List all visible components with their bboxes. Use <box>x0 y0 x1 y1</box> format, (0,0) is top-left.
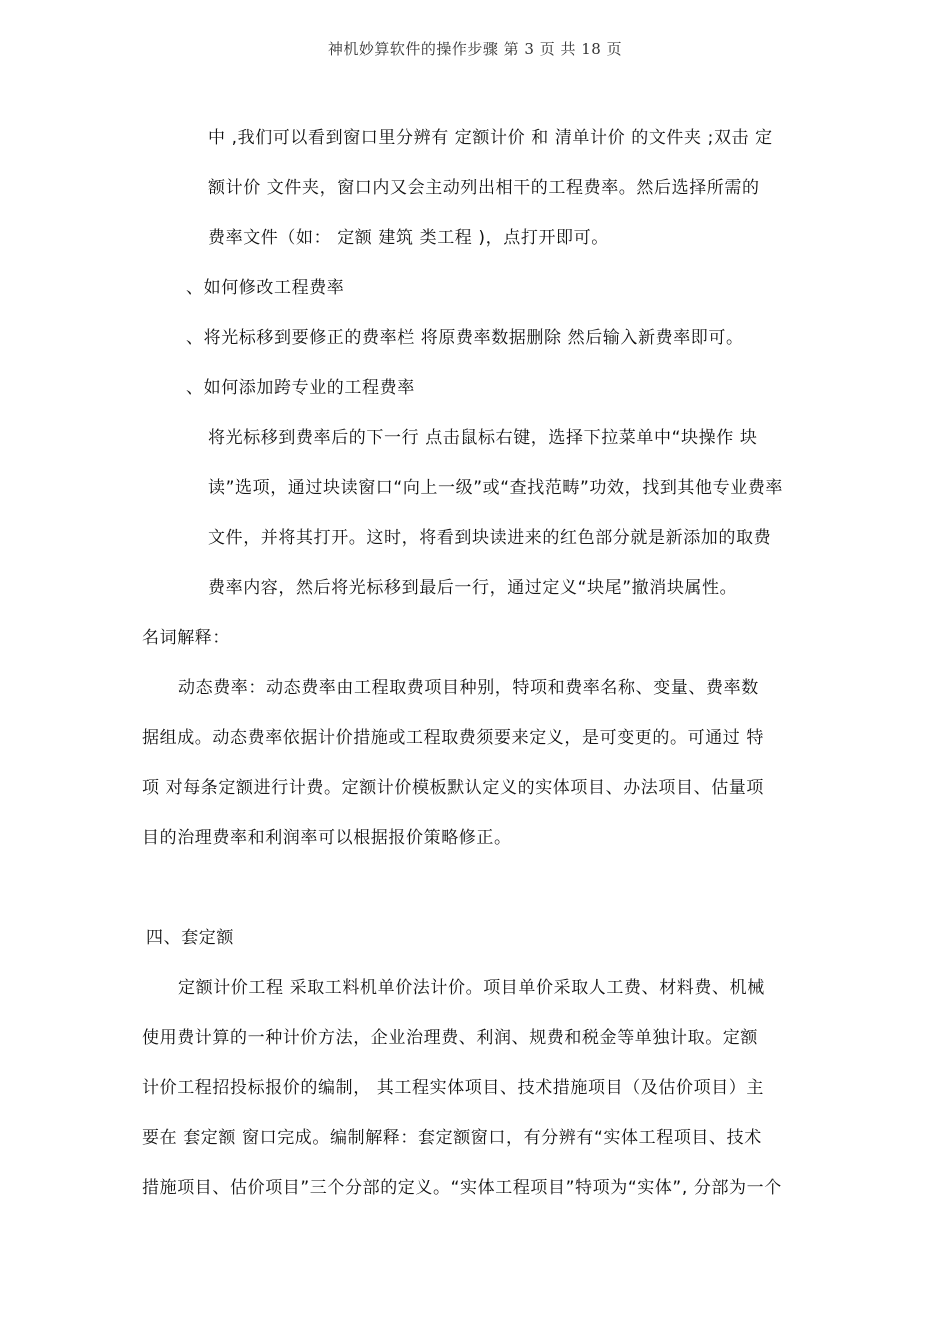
paragraph-line: 定额计价工程 采取工料机单价法计价。项目单价采取人工费、材料费、机械 <box>178 978 765 998</box>
text-line: 读”选项，通过块读窗口“向上一级”或“查找范畴”功效，找到其他专业费率 <box>208 478 784 498</box>
paragraph-line: 动态费率：动态费率由工程取费项目种别，特项和费率名称、变量、费率数 <box>178 678 759 698</box>
paragraph-line: 据组成。动态费率依据计价措施或工程取费须要来定义，是可变更的。可通过 特 <box>142 728 765 748</box>
text-line: 将光标移到费率后的下一行 点击鼠标右键，选择下拉菜单中“块操作 块 <box>208 428 758 448</box>
paragraph-line: 措施项目、估价项目”三个分部的定义。“实体工程项目”特项为“实体”, 分部为一个 <box>142 1178 782 1198</box>
text-line: 额计价 文件夹，窗口内又会主动列出相干的工程费率。然后选择所需的 <box>208 178 760 198</box>
list-item-heading: 、如何修改工程费率 <box>186 278 345 298</box>
text-line: 费率内容，然后将光标移到最后一行，通过定义“块尾”撤消块属性。 <box>208 578 738 598</box>
list-item-heading: 、如何添加跨专业的工程费率 <box>186 378 415 398</box>
text-line: 中 ,我们可以看到窗口里分辨有 定额计价 和 清单计价 的文件夹 ;双击 定 <box>208 128 773 148</box>
list-item: 、将光标移到要修正的费率栏 将原费率数据删除 然后输入新费率即可。 <box>186 328 744 348</box>
section-heading: 四、套定额 <box>146 928 234 948</box>
text-line: 费率文件（如： 定额 建筑 类工程 )，点打开即可。 <box>208 228 609 248</box>
paragraph-line: 使用费计算的一种计价方法，企业治理费、利润、规费和税金等单独计取。定额 <box>142 1028 758 1048</box>
text-line: 文件，并将其打开。这时，将看到块读进来的红色部分就是新添加的取费 <box>208 528 772 548</box>
page-header: 神机妙算软件的操作步骤 第 3 页 共 18 页 <box>327 40 623 58</box>
paragraph-line: 目的治理费率和利润率可以根据报价策略修正。 <box>142 828 512 848</box>
paragraph-line: 要在 套定额 窗口完成。编制解释：套定额窗口，有分辨有“实体工程项目、技术 <box>142 1128 762 1148</box>
section-label: 名词解释： <box>142 628 230 648</box>
paragraph-line: 项 对每条定额进行计费。定额计价模板默认定义的实体项目、办法项目、估量项 <box>142 778 765 798</box>
paragraph-line: 计价工程招投标报价的编制， 其工程实体项目、技术措施项目（及估价项目）主 <box>142 1078 765 1098</box>
